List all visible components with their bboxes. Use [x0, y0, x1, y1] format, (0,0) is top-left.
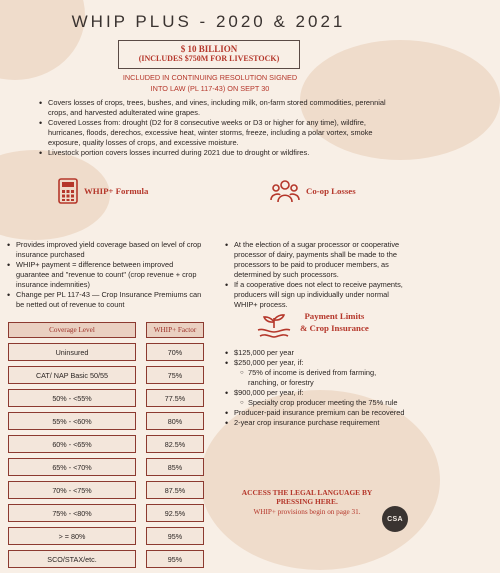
table-header-cell: WHIP+ Factor	[146, 322, 204, 338]
table-row	[8, 458, 204, 476]
table-row	[8, 481, 204, 499]
included-note-line2: INTO LAW (PL 117-43) ON SEPT 30	[150, 84, 270, 93]
coverage-table	[8, 322, 204, 573]
sub-list-item: ○ Specialty crop producer meeting the 75% rule	[238, 398, 408, 408]
included-note	[90, 72, 330, 94]
coverage-bullets	[38, 98, 388, 158]
list-item-text: $250,000 per year, if:	[234, 358, 304, 367]
included-note-line1: INCLUDED IN CONTINUING RESOLUTION SIGNED	[122, 73, 298, 82]
list-item: • At the election of a sugar processor or cooperative processor of dairy, payments shall be made to the processors to be paid to producer members, as determined by such processors.	[224, 240, 408, 280]
list-item: • 2-year crop insurance purchase requirement	[224, 418, 408, 428]
legal-link-line1[interactable]: ACCESS THE LEGAL LANGUAGE BY	[241, 488, 373, 497]
coverage-level-cell: 50% - <55%	[8, 389, 136, 407]
coverage-level-cell: 60% - <65%	[8, 435, 136, 453]
coverage-level-cell: Uninsured	[8, 343, 136, 361]
payment-limits-heading	[300, 310, 369, 334]
list-item	[224, 388, 408, 408]
whip-factor-cell: 82.5%	[146, 435, 204, 453]
funding-amount: $ 10 BILLION	[180, 44, 238, 54]
csa-logo: CSA	[382, 506, 408, 532]
list-item: • $125,000 per year	[224, 348, 408, 358]
whip-factor-cell: 85%	[146, 458, 204, 476]
whip-factor-cell: 80%	[146, 412, 204, 430]
list-item: • Provides improved yield coverage based on level of crop insurance purchased	[6, 240, 202, 260]
funding-detail: (INCLUDES $750M FOR LIVESTOCK)	[138, 54, 280, 63]
payment-limits-list	[224, 348, 408, 428]
coverage-level-cell: SCO/STAX/etc.	[8, 550, 136, 568]
whip-factor-cell: 87.5%	[146, 481, 204, 499]
list-item-text: $900,000 per year, if:	[234, 388, 304, 397]
table-row	[8, 389, 204, 407]
payment-limits-heading-line2: & Crop Insurance	[300, 323, 369, 333]
sprout-hands-icon	[256, 312, 292, 342]
coop-losses-heading: Co-op Losses	[306, 186, 356, 196]
coop-losses-bullets	[224, 240, 408, 310]
table-header-cell: Coverage Level	[8, 322, 136, 338]
calculator-icon	[58, 178, 78, 204]
list-item: • Change per PL 117-43 — Crop Insurance Premiums can be netted out of revenue to count	[6, 290, 202, 310]
coverage-level-cell: 55% - <60%	[8, 412, 136, 430]
whip-formula-bullets	[6, 240, 202, 310]
list-item: • WHIP+ payment = difference between improved guarantee and "revenue to count" (crop revenue + crop insurance indemnities)	[6, 260, 202, 290]
list-item	[224, 358, 408, 388]
payment-limits-heading-line1: Payment Limits	[304, 311, 365, 321]
list-item: • Producer-paid insurance premium can be recovered	[224, 408, 408, 418]
table-row	[8, 504, 204, 522]
table-row	[8, 343, 204, 361]
table-row	[8, 550, 204, 568]
table-header-row	[8, 322, 204, 338]
whip-factor-cell: 70%	[146, 343, 204, 361]
table-row	[8, 527, 204, 545]
coverage-level-cell: > = 80%	[8, 527, 136, 545]
coverage-level-cell: CAT/ NAP Basic 50/55	[8, 366, 136, 384]
table-row	[8, 435, 204, 453]
coverage-level-cell: 75% - <80%	[8, 504, 136, 522]
list-item: • Covers losses of crops, trees, bushes, and vines, including milk, on-farm stored commodities, perennial crops, and harvested adulterated wine grapes.	[38, 98, 388, 118]
table-row	[8, 366, 204, 384]
sub-list-item: ○ 75% of income is derived from farming, ranching, or forestry	[238, 368, 408, 388]
whip-factor-cell: 92.5%	[146, 504, 204, 522]
people-group-icon	[270, 178, 300, 204]
list-item: • Covered Losses from: drought (D2 for 8 consecutive weeks or D3 or higher for any time), wildfire, hurricanes, floods, derechos, excessive heat, winter storms, freeze, including a polar vortex, smoke exposure, quality losses of crops, and excessive moisture.	[38, 118, 388, 148]
funding-box	[118, 40, 300, 69]
whip-factor-cell: 95%	[146, 527, 204, 545]
table-row	[8, 412, 204, 430]
legal-section	[232, 488, 382, 518]
coverage-level-cell: 70% - <75%	[8, 481, 136, 499]
list-item: • If a cooperative does not elect to receive payments, producers will sign up individually under normal WHIP+ process.	[224, 280, 408, 310]
legal-note: WHIP+ provisions begin on page 31.	[253, 508, 361, 516]
coverage-level-cell: 65% - <70%	[8, 458, 136, 476]
whip-factor-cell: 75%	[146, 366, 204, 384]
whip-formula-heading: WHIP+ Formula	[84, 186, 149, 196]
list-item: • Livestock portion covers losses incurred during 2021 due to drought or wildfires.	[38, 148, 388, 158]
whip-factor-cell: 77.5%	[146, 389, 204, 407]
page-title: WHIP PLUS - 2020 & 2021	[71, 12, 346, 31]
whip-factor-cell: 95%	[146, 550, 204, 568]
legal-link-line2[interactable]: PRESSING HERE.	[276, 497, 338, 506]
